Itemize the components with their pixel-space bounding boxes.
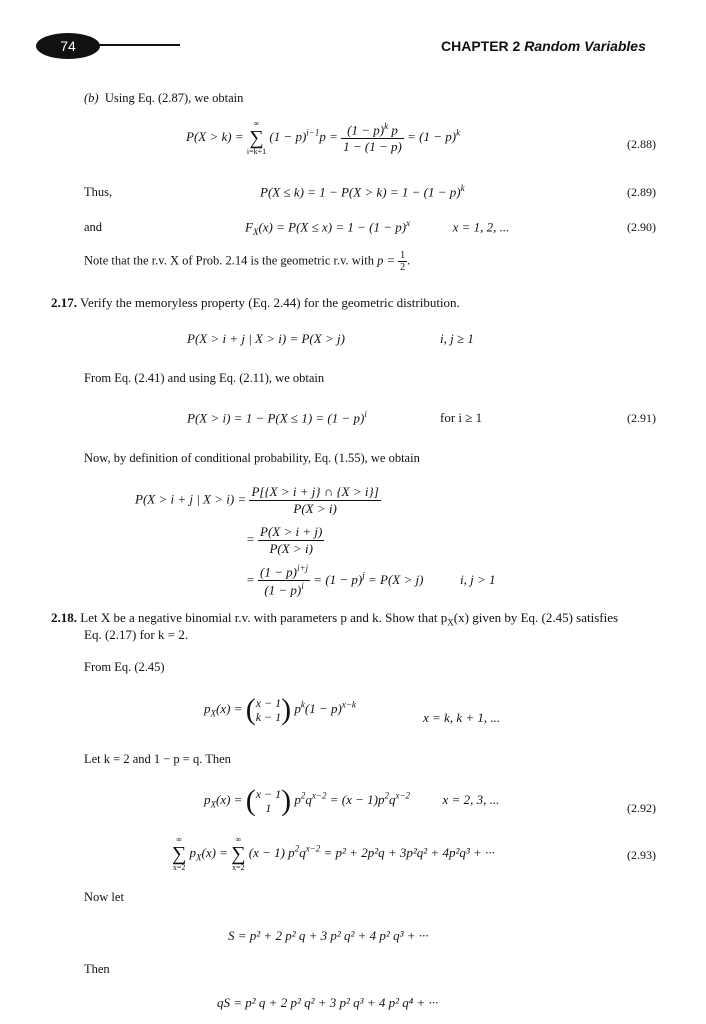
page-number: 74 [60,38,76,54]
from-eq-245-text: From Eq. (2.45) [84,660,165,674]
equation-number: (2.91) [627,411,656,425]
fraction: $\frac{(1 - p)^k p}{1 - (1 - p)}$ [343,120,402,155]
equation-number: (2.88) [627,137,656,151]
equation-2-92: $p_X(x) = (x - 1$ 1 ) $p^2q^{x-2} = (x - 1)p^2q^{x-2}$ x = 2, 3, ... [204,784,500,817]
derivation-line-2: = $\frac{P(X > i + j)}{P(X > i)}$ [246,524,323,556]
problem-number: 2.18. [51,610,77,625]
problem-2-17-statement: 2.17. Verify the memoryless property (Eq. 2.44) for the geometric distribution. [51,295,460,310]
thus-label: Thus, [84,185,113,199]
equation-2-93: ∞ ∑ x=2 $p_X(x)$ = ∞ ∑ x=2 (x − 1) $p^2q^{x-2} = p^2 + 2p^2q + 3p^2q^2 + 4p^2q^3$ + ··· [172,835,495,872]
let-k-text: Let k = 2 and 1 − p = q. Then [84,752,231,766]
condition: for i ≥ 1 [440,410,483,425]
equation-number: (2.89) [627,185,656,199]
chapter-header [441,38,646,54]
condition: x = k, k + 1, ... [423,710,501,725]
summation-symbol: ∞ ∑ i=k+1 [246,119,267,156]
derivation-line-3: = $\frac{(1 - p)^{i+j}}{(1 - p)^i}$ = $(1 - p)^j = P(X > j)$ i, j > 1 [246,563,496,598]
part-b-intro: (b) Using Eq. (2.87), we obtain [84,91,244,105]
from-eq-text: From Eq. (2.41) and using Eq. (2.11), we obtain [84,371,325,385]
equation-number: (2.90) [627,220,656,234]
equation-number: (2.93) [627,848,656,862]
condition: x = 1, 2, ... [452,219,510,235]
problem-2-18-statement-cont: Eq. (2.17) for k = 2. [84,627,189,642]
equation-2-90: $F_X(x) = P(X \le x) = 1 - (1 - p)^x$ x = 1, 2, ... [245,218,510,237]
memoryless-equation: P(X > i + j | X > i) = P(X > j) [187,331,345,346]
derivation-line-1: P(X > i + j | X > i) = $\frac{P[\{X > i + j\} \cap \{X > i\}]}{P(X > i)}$ [135,484,379,516]
then-text: Then [84,962,110,976]
chapter-label: CHAPTER 2 [441,38,521,54]
header-rule [96,44,180,46]
equation-2-88: P(X > k) = ∞ ∑ i=k+1 $(1 - p)^{i-1}p$ = $\frac{(1 - p)^k p}{1 - (1 - p)}$ = $(1 - p)^k$ [186,119,461,156]
page-number-badge [36,33,100,59]
problem-2-18-statement: 2.18. Let X be a negative binomial r.v. with parameters p and k. Show that $p_X(x)$ given by Eq. (2.45) satisfies [51,610,619,628]
equation-number: (2.92) [627,801,656,815]
equation-2-91: $P(X > i) = 1 - P(X \le 1) = (1 - p)^i$ [187,409,367,426]
part-b-label: (b) [84,91,99,105]
and-label: and [84,220,103,234]
equation-2-45: $p_X(x) = (x - 1$ k − 1) $p^k(1 - p)^{x-k}$ [204,693,356,726]
memoryless-condition: i, j ≥ 1 [440,331,474,346]
chapter-title: Random Variables [524,38,646,54]
note-text: Note that the r.v. X of Prob. 2.14 is the geometric r.v. with p = $\frac{1}{2}$ . [84,250,411,273]
s-series-equation: S = p² + 2 p² q + 3 p² q² + 4 p² q³ + ··· [228,928,429,943]
qs-series-equation: qS = p² q + 2 p² q² + 3 p² q³ + 4 p² q⁴ + ··· [217,995,439,1010]
equation-2-89: $P(X \le k) = 1 - P(X > k) = 1 - (1 - p)^k$ [260,183,465,200]
now-let-text: Now let [84,890,124,904]
now-definition-text: Now, by definition of conditional probability, Eq. (1.55), we obtain [84,451,420,465]
problem-number: 2.17. [51,295,77,310]
